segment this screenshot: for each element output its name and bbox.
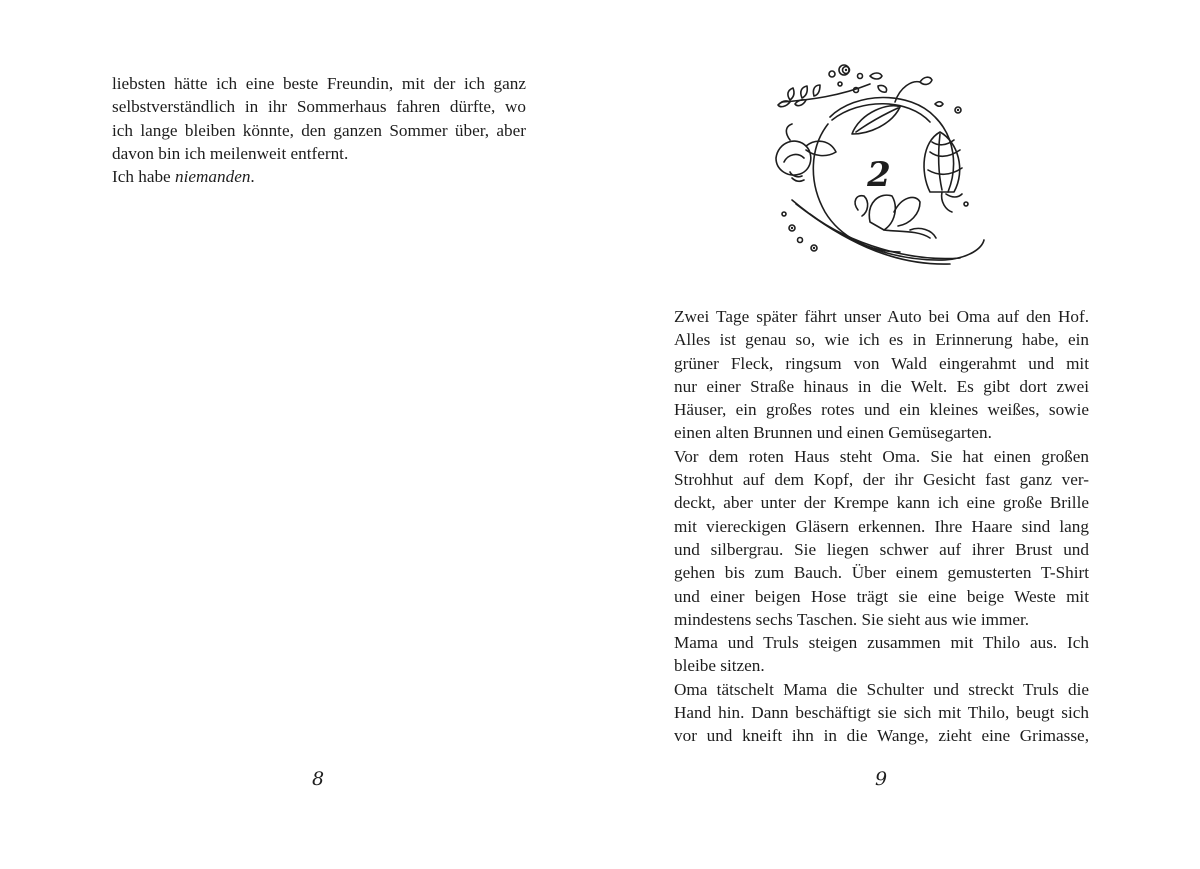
paragraph [674, 678, 1089, 748]
text-line: davon bin ich meilenweit entfernt. [112, 143, 349, 163]
paragraph [674, 631, 1089, 678]
text-line: mit viereckigen Gläsern erkennen. Ihre Haare sind lang [674, 516, 1089, 536]
text-line: mindestens sechs Taschen. Sie sieht aus wie immer. [674, 609, 1030, 629]
paragraph [112, 72, 526, 165]
text-line: nur einer Straße hinaus in die Welt. Es gibt dort zwei [674, 376, 1089, 396]
text-line: Vor dem roten Haus steht Oma. Sie hat einen großen [674, 446, 1089, 466]
chapter-number: 2 [867, 155, 891, 195]
page-number: 8 [311, 768, 325, 790]
text-line: und einer beigen Hose trägt sie eine beige Weste mit [674, 586, 1089, 606]
text-line: Zwei Tage später fährt unser Auto bei Oma auf den Hof. [674, 307, 1089, 326]
text-line: grüner Fleck, ringsum von Wald eingerahmt und mit [674, 353, 1089, 373]
text-line: selbstverständlich in ihr Sommerhaus fahren dürfte, wo [112, 97, 526, 117]
text-line [112, 165, 526, 188]
text-line: Alles ist genau so, wie ich es in Erinnerung habe, ein [674, 330, 1089, 350]
text-line: gehen bis zum Bauch. Über einem gemusterten T-Shirt [674, 563, 1089, 583]
text-fragment: . [250, 167, 255, 187]
text-line: einen alten Brunnen und einen Gemüsegarten. [674, 423, 992, 443]
text-line: deckt, aber unter der Krempe kann ich eine große Brille [674, 493, 1089, 513]
text-line: bleibe sitzen. [674, 656, 765, 676]
text-line: und silbergrau. Sie liegen schwer auf ihrer Brust und [674, 539, 1089, 559]
right-page-text [674, 305, 1089, 748]
text-line: Hand hin. Dann beschäftigt sie sich mit Thilo, beugt sich [674, 703, 1089, 723]
text-line: ich lange bleiben könnte, den ganzen Sommer über, aber [112, 120, 526, 140]
text-line: Strohhut auf dem Kopf, der ihr Gesicht fast ganz ver- [674, 470, 1089, 490]
floral-wreath-icon [770, 62, 992, 274]
text-line: Häuser, ein großes rotes und ein kleines weißes, sowie [674, 400, 1089, 420]
text-line: vor und kneift ihn in die Wange, zieht eine Grimasse, [674, 726, 1089, 746]
left-page-text [112, 72, 526, 188]
paragraph [112, 165, 526, 188]
paragraph [674, 305, 1089, 445]
page-number: 9 [874, 768, 888, 790]
text-fragment: Ich habe [112, 167, 175, 187]
emphasized-word: niemanden [175, 167, 251, 187]
right-page [600, 0, 1200, 869]
paragraph [674, 445, 1089, 631]
text-line: liebsten hätte ich eine beste Freundin, mit der ich ganz [112, 74, 526, 93]
text-line: Mama und Truls steigen zusammen mit Thilo aus. Ich [674, 633, 1089, 653]
text-line: Oma tätschelt Mama die Schulter und streckt Truls die [674, 679, 1089, 699]
